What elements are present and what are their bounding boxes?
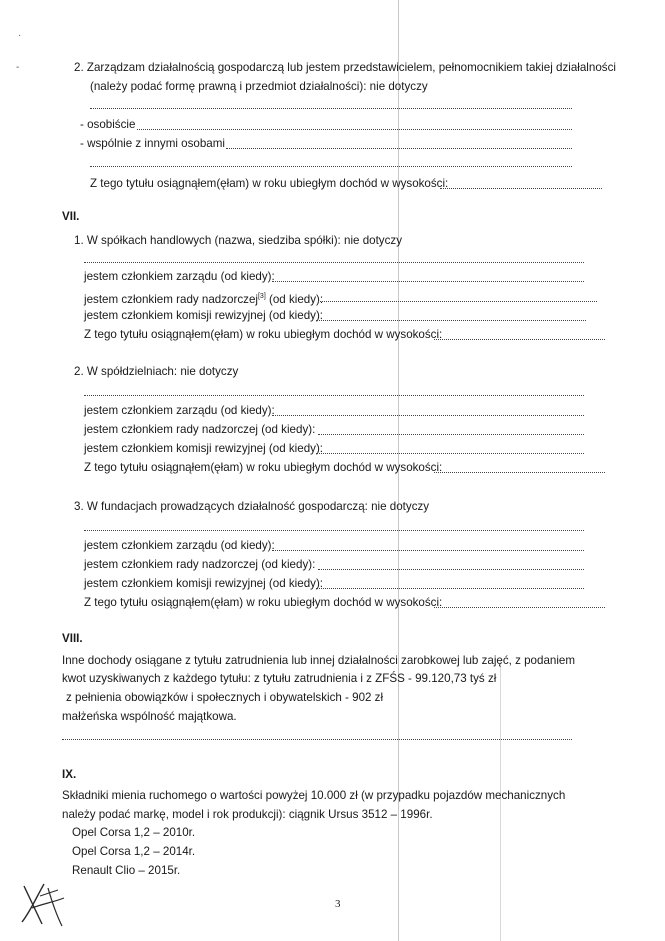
fill-line [226,148,572,149]
fill-line [90,166,572,167]
vii-1-dochod: Z tego tytułu osiągnąłem(ęłam) w roku ubiegłym dochód w wysokości: [84,328,443,341]
vii-3-rada: jestem członkiem rady nadzorczej (od kiedy): [84,558,316,571]
section-ix-heading: IX. [62,768,77,781]
fill-line [440,188,602,189]
vii-2-title: 2. W spółdzielniach: nie dotyczy [74,365,239,378]
fill-line [318,569,584,570]
vehicle-item: Opel Corsa 1,2 – 2014r. [72,845,196,858]
vii-2-dochod: Z tego tytułu osiągnąłem(ęłam) w roku ubiegłym dochód w wysokości: [84,461,443,474]
vii-3-komisja: jestem członkiem komisji rewizyjnej (od kiedy): [84,577,324,590]
section-vi-2-line2: (należy podać formę prawną i przedmiot działalności): nie dotyczy [90,80,428,93]
viii-line2: kwot uzyskiwanych z każdego tytułu: z tytułu zatrudnienia i z ZFŚS - 99.120,73 tyś zł [62,672,497,685]
ix-line2: należy podać markę, model i rok produkcji): ciągnik Ursus 3512 – 1996r. [62,808,433,821]
fill-line [434,607,605,608]
fill-line [272,415,584,416]
fill-line [434,339,605,340]
fill-line [316,453,584,454]
vii-2-rada: jestem członkiem rady nadzorczej (od kiedy): [84,423,316,436]
fill-line [318,434,584,435]
fill-line [62,739,572,740]
scan-speck: - [16,62,20,73]
vehicle-item: Opel Corsa 1,2 – 2010r. [72,826,196,839]
fill-line [84,262,584,263]
viii-line4: małżeńska wspólność majątkowa. [62,710,237,723]
fill-line [316,588,584,589]
fill-line [84,530,584,531]
section-vi-2-line1: 2. Zarządzam działalnością gospodarczą lub jestem przedstawicielem, pełnomocnikiem takiej działalności [74,61,616,74]
fill-line [318,301,597,302]
fill-line [272,550,584,551]
ix-line1: Składniki mienia ruchomego o wartości powyżej 10.000 zł (w przypadku pojazdów mechanicznych [62,789,566,802]
vehicle-item: Renault Clio – 2015r. [72,864,181,877]
fill-line [434,472,605,473]
vii-2-komisja: jestem członkiem komisji rewizyjnej (od kiedy): [84,442,324,455]
viii-line1: Inne dochody osiągane z tytułu zatrudnienia lub innej działalności zarobkowej lub zajęć, z podaniem [62,654,576,667]
vi-dochod-label: Z tego tytułu osiągnąłem(ęłam) w roku ubiegłym dochód w wysokości: [90,177,449,190]
vii-2-zarzad: jestem członkiem zarządu (od kiedy): [84,404,275,417]
vii-1-rada: jestem członkiem rady nadzorczej[3] (od kiedy): [84,292,324,306]
vii-1-title: 1. W spółkach handlowych (nazwa, siedziba spółki): nie dotyczy [74,234,402,247]
fill-line [137,129,572,130]
vii-3-title: 3. W fundacjach prowadzących działalność gospodarczą: nie dotyczy [74,500,430,513]
vii-3-dochod: Z tego tytułu osiągnąłem(ęłam) w roku ubiegłym dochód w wysokości: [84,596,443,609]
section-vii-heading: VII. [62,210,80,223]
vii-1-zarzad: jestem członkiem zarządu (od kiedy): [84,270,275,283]
osobiscie-label: - osobiście [80,118,136,131]
scan-speck: · [18,30,22,41]
wspolnie-label: - wspólnie z innymi osobami [80,137,225,150]
viii-line3: z pełnienia obowiązków i społecznych i obywatelskich - 902 zł [66,691,384,704]
vii-1-komisja: jestem członkiem komisji rewizyjnej (od kiedy): [84,309,324,322]
fill-line [90,108,572,109]
fill-line [272,281,584,282]
signature-initials [14,878,72,930]
fill-line [84,395,584,396]
fill-line [316,320,586,321]
vii-3-zarzad: jestem członkiem zarządu (od kiedy): [84,539,275,552]
page-number: 3 [335,898,341,910]
section-viii-heading: VIII. [62,632,83,645]
